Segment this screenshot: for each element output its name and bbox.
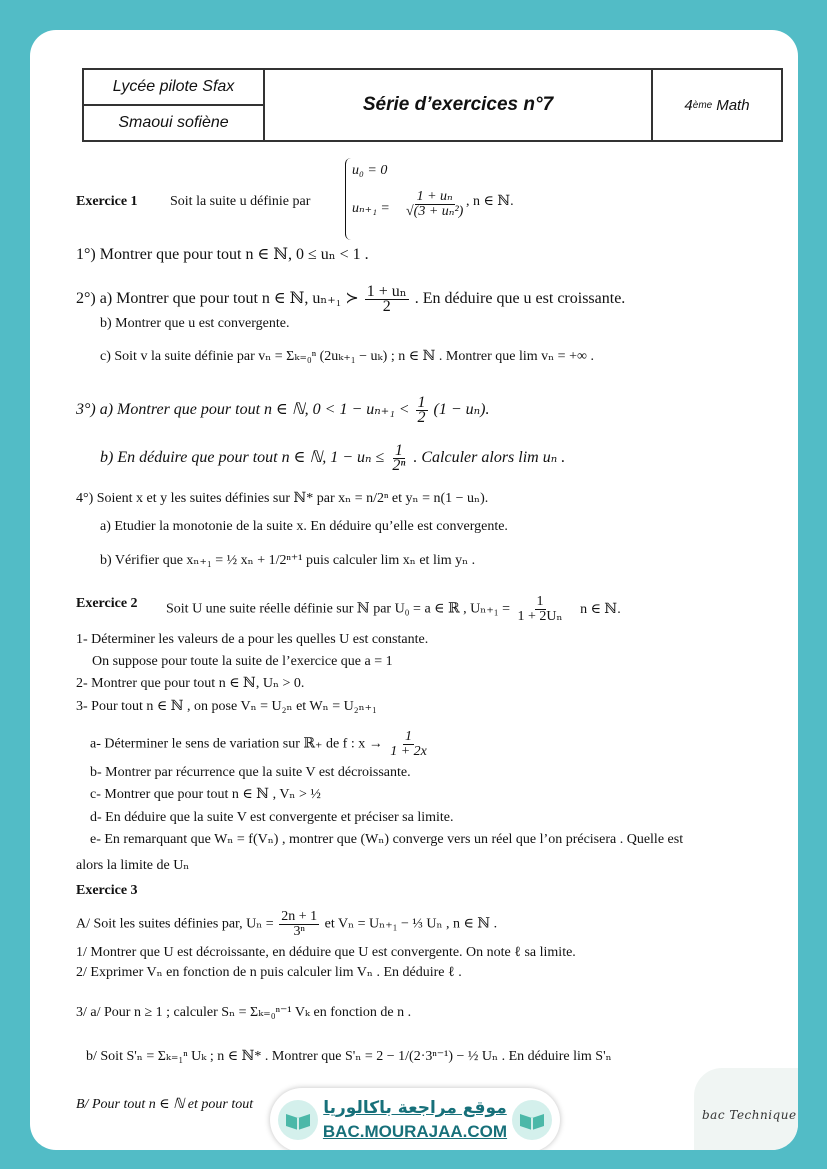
ex2-l7: c- Montrer que pour tout n ∈ ℕ , Vₙ > ½ [90, 787, 321, 802]
ex2-l8: d- En déduire que la suite V est convergente et préciser sa limite. [90, 810, 454, 825]
ex2-l5: a- Déterminer le sens de variation sur ℝ₊ de f : x → $\frac{1}{1 + 2x}$ [90, 729, 427, 759]
ex1-domain: , n ∈ ℕ. [466, 194, 514, 209]
ex2-intro: Soit U une suite réelle définie sur ℕ par U₀ = a ∈ ℝ , Uₙ₊₁ = $\frac{1}{\text{1 + 2Uₙ}}$ n ∈ ℕ. [166, 594, 621, 624]
ex1-q2c: c) Soit v la suite définie par vₙ = Σₖ₌₀ⁿ (2uₖ₊₁ − uₖ) ; n ∈ ℕ . Montrer que lim vₙ = +∞ . [100, 349, 594, 364]
banner-url[interactable]: BAC.MOURAJAA.COM [322, 1122, 508, 1141]
ex3-a: A/ Soit les suites définies par, Uₙ = $\frac{2n + 1}{\text{3ⁿ}}$ et Vₙ = Uₙ₊₁ − ⅓ Uₙ , n ∈ ℕ . [76, 909, 498, 939]
ex3-l4: b/ Soit S'ₙ = Σₖ₌₁ⁿ Uₖ ; n ∈ ℕ* . Montrer que S'ₙ = 2 − 1/(2·3ⁿ⁻¹) − ½ Uₙ . En déduire lim S'ₙ [86, 1049, 612, 1064]
ex2-l2: On suppose pour toute la suite de l’exercice que a = 1 [92, 654, 393, 669]
ex1-q1: 1°) Montrer que pour tout n ∈ ℕ, 0 ≤ uₙ < 1 . [76, 246, 369, 263]
ex3-l2: 2/ Exprimer Vₙ en fonction de n puis calculer lim Vₙ . En déduire ℓ . [76, 965, 462, 980]
ex3-l1: 1/ Montrer que U est décroissante, en déduire que U est convergente. On note ℓ sa limite. [76, 945, 576, 960]
worksheet-page [30, 30, 798, 1150]
site-banner[interactable] [270, 1088, 560, 1150]
series-title: Série d’exercices n°7 [265, 70, 653, 140]
ex2-l1: 1- Déterminer les valeurs de a pour les quelles U est constante. [76, 632, 429, 647]
ex1-q2a: 2°) a) Montrer que pour tout n ∈ ℕ, uₙ₊₁ ≻ $\frac{\text{1 + uₙ}}{2}$ . En déduire que u est croissante. [76, 283, 626, 315]
ex3-l3: 3/ a/ Pour n ≥ 1 ; calculer Sₙ = Σₖ₌₀ⁿ⁻¹ Vₖ en fonction de n . [76, 1005, 412, 1020]
ex1-q2b: b) Montrer que u est convergente. [100, 316, 290, 331]
ex1-q4b: b) Vérifier que xₙ₊₁ = ½ xₙ + 1/2ⁿ⁺¹ puis calculer lim xₙ et lim yₙ . [100, 553, 476, 568]
ex2-l9: e- En remarquant que Wₙ = f(Vₙ) , montrer que (Wₙ) converge vers un réel que l’on précisera . Quelle est [90, 832, 684, 847]
school-name: Lycée pilote Sfax [84, 70, 263, 106]
exercise-1-title: Exercice 1 [76, 194, 138, 209]
exercise-3-title: Exercice 3 [76, 883, 138, 898]
ex1-q4: 4°) Soient x et y les suites définies sur ℕ* par xₙ = n/2ⁿ et yₙ = n(1 − uₙ). [76, 491, 489, 506]
banner-arabic[interactable]: موقع مراجعة باكالوريا [323, 1098, 507, 1118]
ex2-l4: 3- Pour tout n ∈ ℕ , on pose Vₙ = U₂ₙ et Wₙ = U₂ₙ₊₁ [76, 699, 377, 714]
exercise-2-title: Exercice 2 [76, 596, 138, 611]
header-left [84, 70, 265, 140]
book-icon [512, 1100, 552, 1140]
ex2-l10: alors la limite de Uₙ [76, 858, 190, 873]
ex1-q4a: a) Etudier la monotonie de la suite x. En déduire qu’elle est convergente. [100, 519, 508, 534]
header-table [82, 68, 783, 142]
ex1-u0: u₀ = 0 [352, 163, 388, 178]
ex1-recurrence-lhs: uₙ₊₁ = [352, 201, 390, 216]
ex1-recurrence-fraction: $\frac{\text{1 + uₙ}}{\text{√(3 + uₙ²)}}$ [406, 189, 464, 219]
teacher-name: Smaoui sofiène [118, 114, 229, 131]
ex1-q3a: 3°) a) Montrer que pour tout n ∈ ℕ, 0 < 1 − uₙ₊₁ < $\frac{1}{2}$ (1 − uₙ). [76, 394, 490, 426]
bac-technique-logo [694, 1068, 798, 1150]
class-level: 4 ème Math [684, 96, 750, 114]
ex1-q3b: b) En déduire que pour tout n ∈ ℕ, 1 − uₙ ≤ $\frac{1}{\text{2ⁿ}}$ . Calculer alors lim uₙ . [100, 442, 566, 474]
ex3-l5: B/ Pour tout n ∈ ℕ et pour tout [76, 1097, 254, 1112]
logo-text: bac Technique [702, 1108, 797, 1122]
ex1-intro: Soit la suite u définie par [170, 194, 311, 209]
ex2-l6: b- Montrer par récurrence que la suite V est décroissante. [90, 765, 411, 780]
ex2-l3: 2- Montrer que pour tout n ∈ ℕ, Uₙ > 0. [76, 676, 305, 691]
